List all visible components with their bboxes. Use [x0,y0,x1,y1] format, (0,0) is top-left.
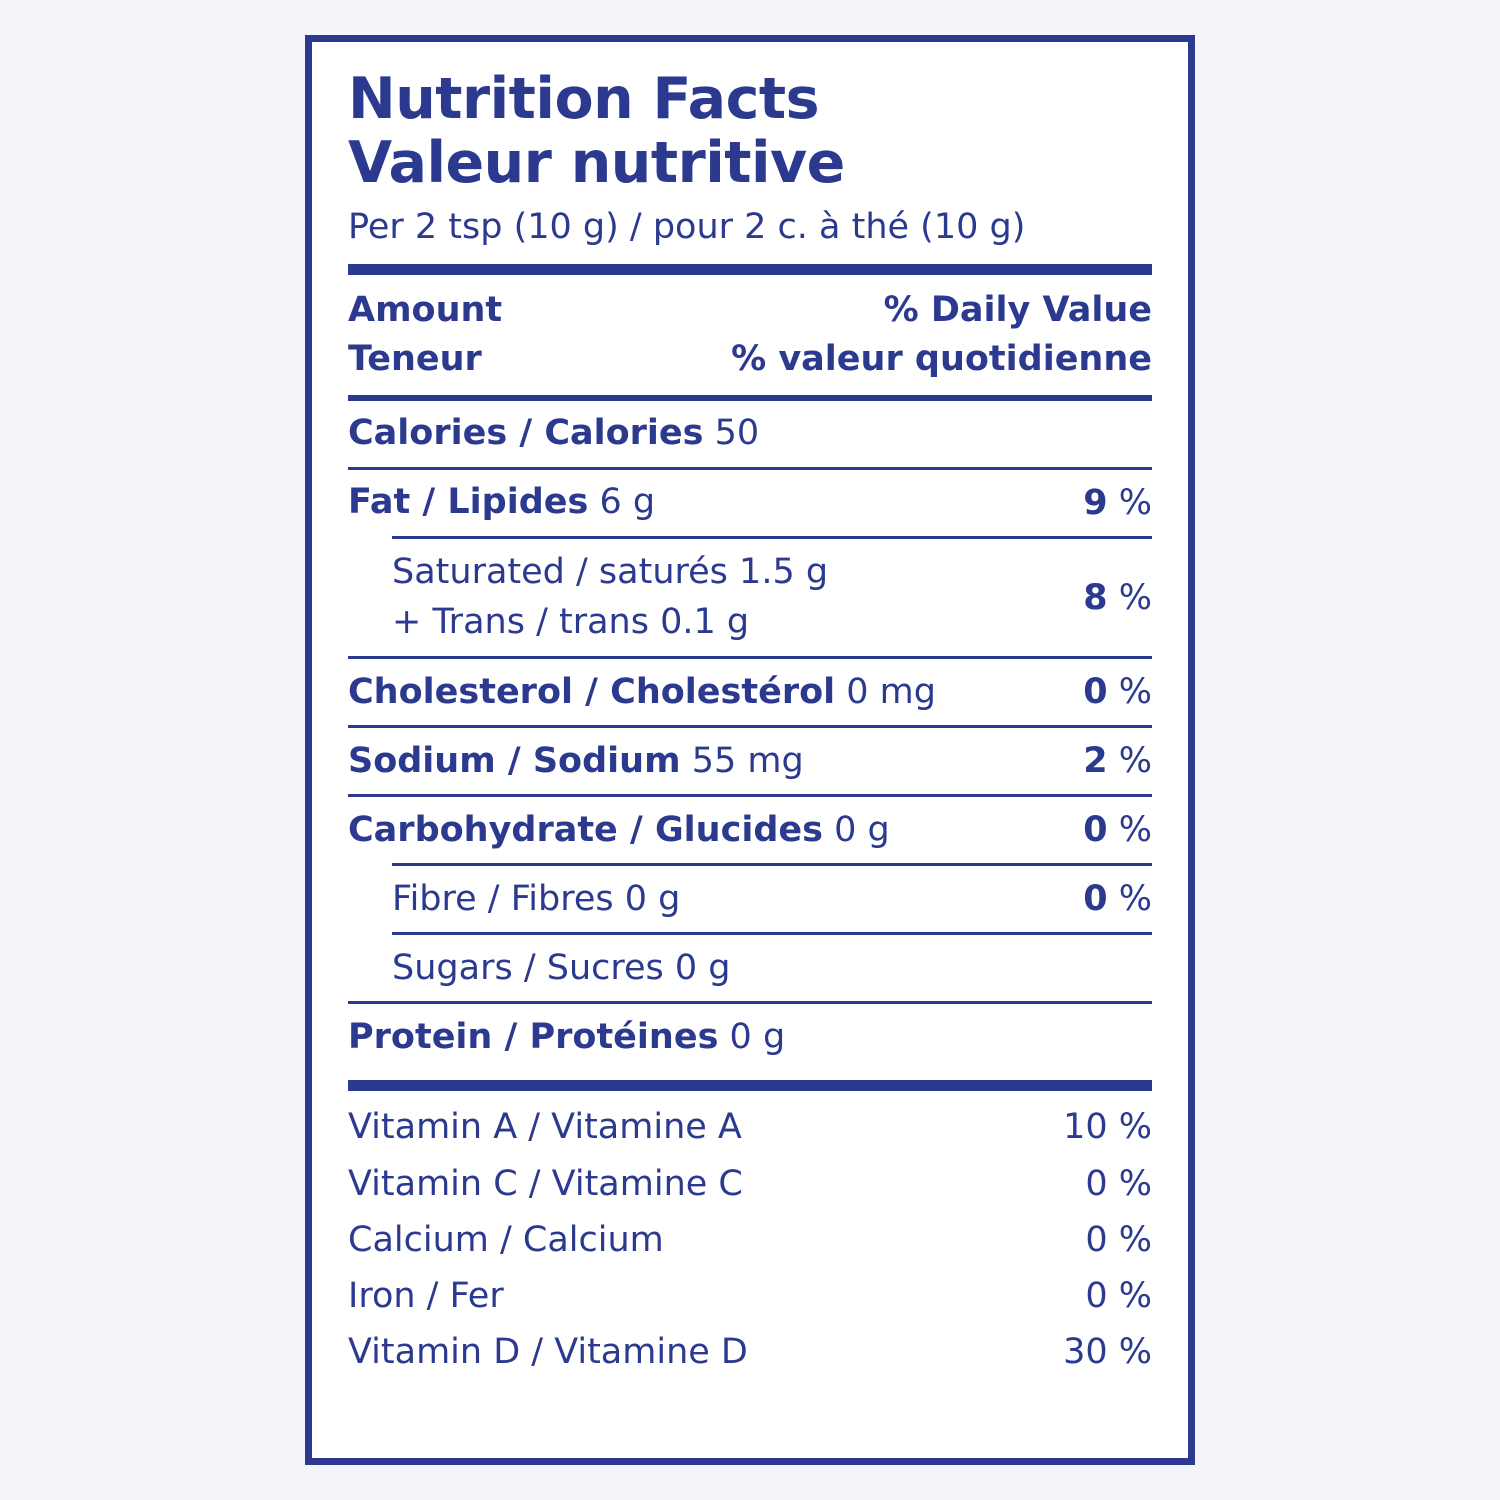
daily-value-header [731,286,1152,385]
sodium-value: 55 mg [691,740,804,781]
sodium-dv [1083,741,1152,781]
table-row-fat [348,470,1152,536]
table-row-cholesterol [348,659,1152,725]
table-row-protein [348,1004,1152,1070]
cholesterol-dv-number: 0 [1083,672,1108,713]
list-item [348,1212,1152,1268]
micronutrient-dv: 0 % [1085,1163,1152,1204]
fat-value: 6 g [599,482,656,523]
fibre-name: Fibre / Fibres [392,878,614,919]
carbohydrate-dv-number: 0 [1083,810,1108,851]
calories-label [348,410,759,457]
protein-value: 0 g [729,1016,786,1057]
table-row-sodium [348,728,1152,794]
micronutrient-dv: 0 % [1085,1276,1152,1317]
micronutrient-name: Calcium / Calcium [348,1219,664,1260]
list-item [348,1156,1152,1212]
cholesterol-label [348,669,936,716]
list-item [348,1099,1152,1155]
fibre-value: 0 g [624,878,681,919]
daily-value-header-en: % Daily Value [883,289,1152,330]
saturated-dv-unit: % [1118,577,1152,618]
sugars-name: Sugars / Sucres [392,947,664,988]
fat-dv-unit: % [1118,482,1152,523]
saturated-dv-number: 8 [1083,577,1108,618]
nutrition-facts-content [348,66,1152,1438]
sodium-dv-unit: % [1118,741,1152,782]
amount-header [348,286,502,385]
sugars-label [348,945,731,992]
sodium-dv-number: 2 [1083,741,1108,782]
table-row-sugars [348,935,1152,1001]
saturated-label [348,548,828,647]
amount-header-fr: Teneur [348,339,482,380]
carbohydrate-dv-unit: % [1118,810,1152,851]
fat-label [348,479,655,526]
carbohydrate-name: Carbohydrate / Glucides [348,809,823,850]
micronutrient-dv: 10 % [1063,1107,1152,1148]
trans-value: 0.1 g [660,601,750,642]
list-item [348,1268,1152,1324]
carbohydrate-dv [1083,810,1152,850]
list-item [348,1324,1152,1380]
protein-name: Protein / Protéines [348,1016,719,1057]
amount-header-en: Amount [348,289,503,330]
nutrition-facts-panel [305,35,1195,1465]
table-row-fibre [348,866,1152,932]
trans-name: + Trans / trans [392,601,649,642]
fibre-dv-number: 0 [1083,879,1108,920]
protein-label [348,1014,785,1061]
fibre-dv [1083,879,1152,919]
micronutrient-dv: 30 % [1063,1332,1152,1373]
sugars-value: 0 g [674,947,731,988]
saturated-name: Saturated / saturés [392,551,728,592]
daily-value-header-fr: % valeur quotidienne [731,339,1152,380]
divider-thick-top [348,264,1152,275]
saturated-value: 1.5 g [739,551,829,592]
title-french: Valeur nutritive [348,129,845,196]
calories-name: Calories / Calories [348,413,704,454]
micronutrient-name: Vitamin A / Vitamine A [348,1107,742,1148]
micronutrient-name: Vitamin C / Vitamine C [348,1163,743,1204]
fat-dv [1083,483,1152,523]
carbohydrate-value: 0 g [834,809,890,850]
carbohydrate-label [348,807,890,854]
micronutrient-name: Iron / Fer [348,1276,504,1317]
cholesterol-value: 0 mg [846,671,936,712]
sodium-name: Sodium / Sodium [348,740,681,781]
saturated-line2 [392,598,828,648]
serving-size: Per 2 tsp (10 g) / pour 2 c. à thé (10 g) [348,207,1026,248]
calories-value: 50 [714,413,760,454]
cholesterol-dv-unit: % [1118,672,1152,713]
fat-dv-number: 9 [1083,482,1108,523]
column-headers [348,275,1152,395]
table-row-calories [348,401,1152,467]
fibre-dv-unit: % [1118,879,1152,920]
sodium-label [348,738,804,785]
divider-thick-bottom [348,1080,1152,1091]
cholesterol-dv [1083,672,1152,712]
saturated-line1 [392,548,828,598]
fat-name: Fat / Lipides [348,482,589,523]
title-english: Nutrition Facts [348,66,820,132]
micronutrient-dv: 0 % [1085,1219,1152,1260]
cholesterol-name: Cholesterol / Cholestérol [348,671,836,712]
fibre-label [348,876,680,923]
saturated-dv [1083,578,1152,618]
micronutrient-name: Vitamin D / Vitamine D [348,1332,748,1373]
table-row-carbohydrate [348,797,1152,863]
table-row-saturated [348,539,1152,656]
micronutrient-list [348,1091,1152,1380]
